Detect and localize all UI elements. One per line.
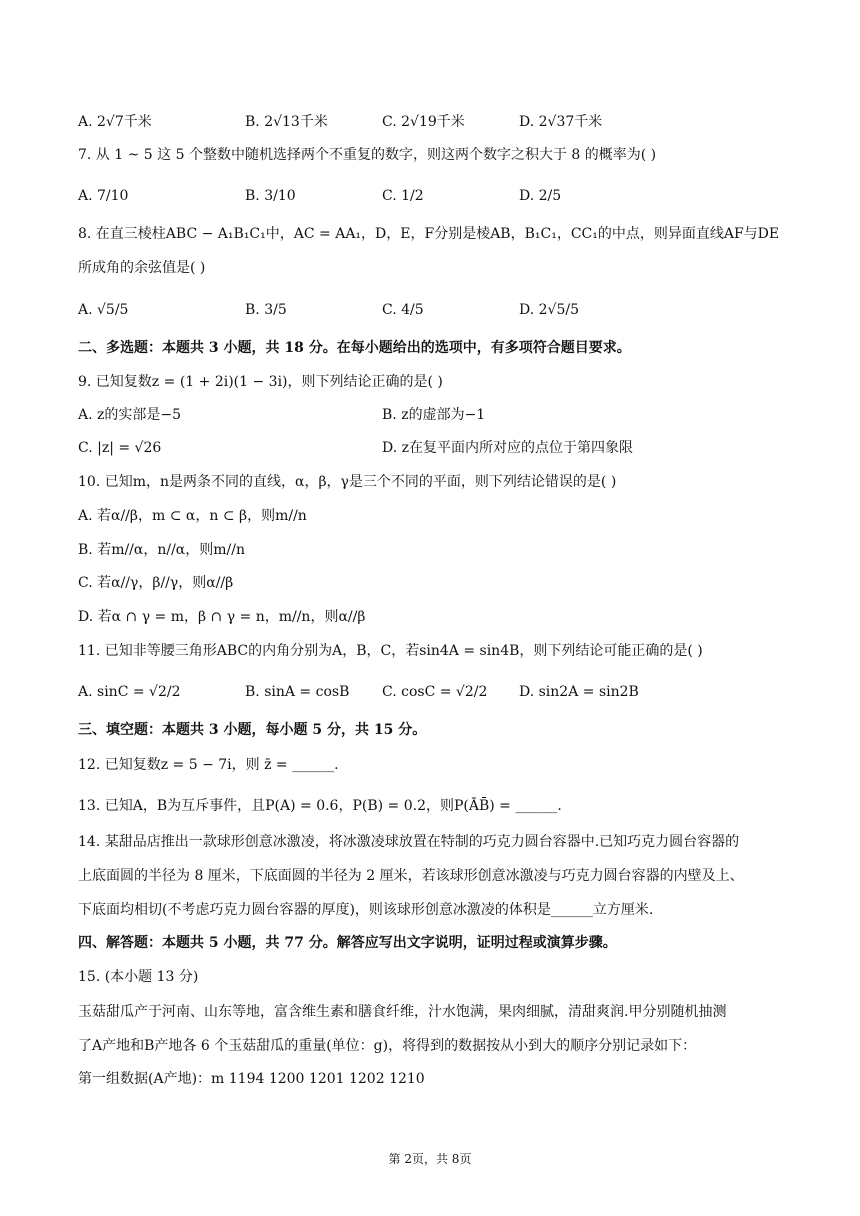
q7-option-d: D. 2/5 [519,188,562,204]
q9-option-a: A. z的实部是−5 [78,407,182,423]
q6-option-d: D. 2√37千米 [519,114,603,130]
q14-line2: 上底面圆的半径为 8 厘米，下底面圆的半径为 2 厘米，若该球形创意冰激凌与巧克力圆台容器的内壁及上、 [78,868,744,884]
q7-option-b: B. 3/10 [245,188,296,204]
q8-option-d: D. 2√5/5 [519,302,579,318]
q8-option-c: C. 4/5 [382,302,424,318]
q9-option-c: C. |z| = √26 [78,440,162,456]
q9-option-d: D. z在复平面内所对应的点位于第四象限 [382,440,634,456]
section-3-heading: 三、填空题：本题共 3 小题，每小题 5 分，共 15 分。 [78,722,427,738]
q6-option-c: C. 2√19千米 [382,114,465,130]
page-footer: 第 2页，共 8页 [388,1152,472,1166]
q15-line3: 第一组数据(A产地)：m 1194 1200 1201 1202 1210 [78,1071,425,1087]
q10-option-d: D. 若α ∩ γ = m，β ∩ γ = n，m//n，则α//β [78,609,366,625]
section-4-heading: 四、解答题：本题共 5 小题，共 77 分。解答应写出文字说明，证明过程或演算步骤。 [78,935,617,951]
q14-line3: 下底面均相切(不考虑巧克力圆台容器的厚度)，则该球形创意冰激凌的体积是______立方厘米. [78,902,654,918]
q9-stem: 9. 已知复数z = (1 + 2i)(1 − 3i)，则下列结论正确的是( ) [78,374,443,390]
q15-header: 15. (本小题 13 分) [78,969,199,985]
q8-stem-line1: 8. 在直三棱柱ABC − A₁B₁C₁中，AC = AA₁，D，E，F分别是棱AB，B₁C₁，CC₁的中点，则异面直线AF与DE [78,226,780,242]
q7-stem: 7. 从 1 ~ 5 这 5 个整数中随机选择两个不重复的数字，则这两个数字之积大于 8 的概率为( ) [78,147,657,163]
section-2-heading: 二、多选题：本题共 3 小题，共 18 分。在每小题给出的选项中，有多项符合题目要求。 [78,340,631,356]
q15-line1: 玉菇甜瓜产于河南、山东等地，富含维生素和膳食纤维，汁水饱满，果肉细腻，清甜爽润.甲分别随机抽测 [78,1004,727,1020]
q7-option-c: C. 1/2 [382,188,424,204]
q13-text: 13. 已知A，B为互斥事件，且P(A) = 0.6，P(B) = 0.2，则P(ĀB̄) = ______. [78,798,562,814]
q10-option-c: C. 若α//γ，β//γ，则α//β [78,575,234,591]
q11-option-a: A. sinC = √2/2 [78,684,181,700]
q10-stem: 10. 已知m，n是两条不同的直线，α，β，γ是三个不同的平面，则下列结论错误的是( ) [78,474,617,490]
q11-option-b: B. sinA = cosB [245,684,350,700]
q6-option-b: B. 2√13千米 [245,114,328,130]
q6-option-a: A. 2√7千米 [78,114,152,130]
q11-option-c: C. cosC = √2/2 [382,684,488,700]
q8-option-a: A. √5/5 [78,302,129,318]
q8-stem-line2: 所成角的余弦值是( ) [78,260,206,276]
q12-text: 12. 已知复数z = 5 − 7i，则 z̄ = ______. [78,757,339,773]
q11-option-d: D. sin2A = sin2B [519,684,639,700]
q7-option-a: A. 7/10 [78,188,129,204]
q14-line1: 14. 某甜品店推出一款球形创意冰激凌，将冰激凌球放置在特制的巧克力圆台容器中.已知巧克力圆台容器的 [78,834,740,850]
q15-line2: 了A产地和B产地各 6 个玉菇甜瓜的重量(单位：g)，将得到的数据按从小到大的顺序分别记录如下： [78,1038,697,1054]
q10-option-b: B. 若m//α，n//α，则m//n [78,542,245,558]
q9-option-b: B. z的虚部为−1 [382,407,486,423]
q10-option-a: A. 若α//β，m ⊂ α，n ⊂ β，则m//n [78,508,307,524]
q11-stem: 11. 已知非等腰三角形ABC的内角分别为A，B，C，若sin4A = sin4B，则下列结论可能正确的是( ) [78,643,703,659]
q8-option-b: B. 3/5 [245,302,287,318]
